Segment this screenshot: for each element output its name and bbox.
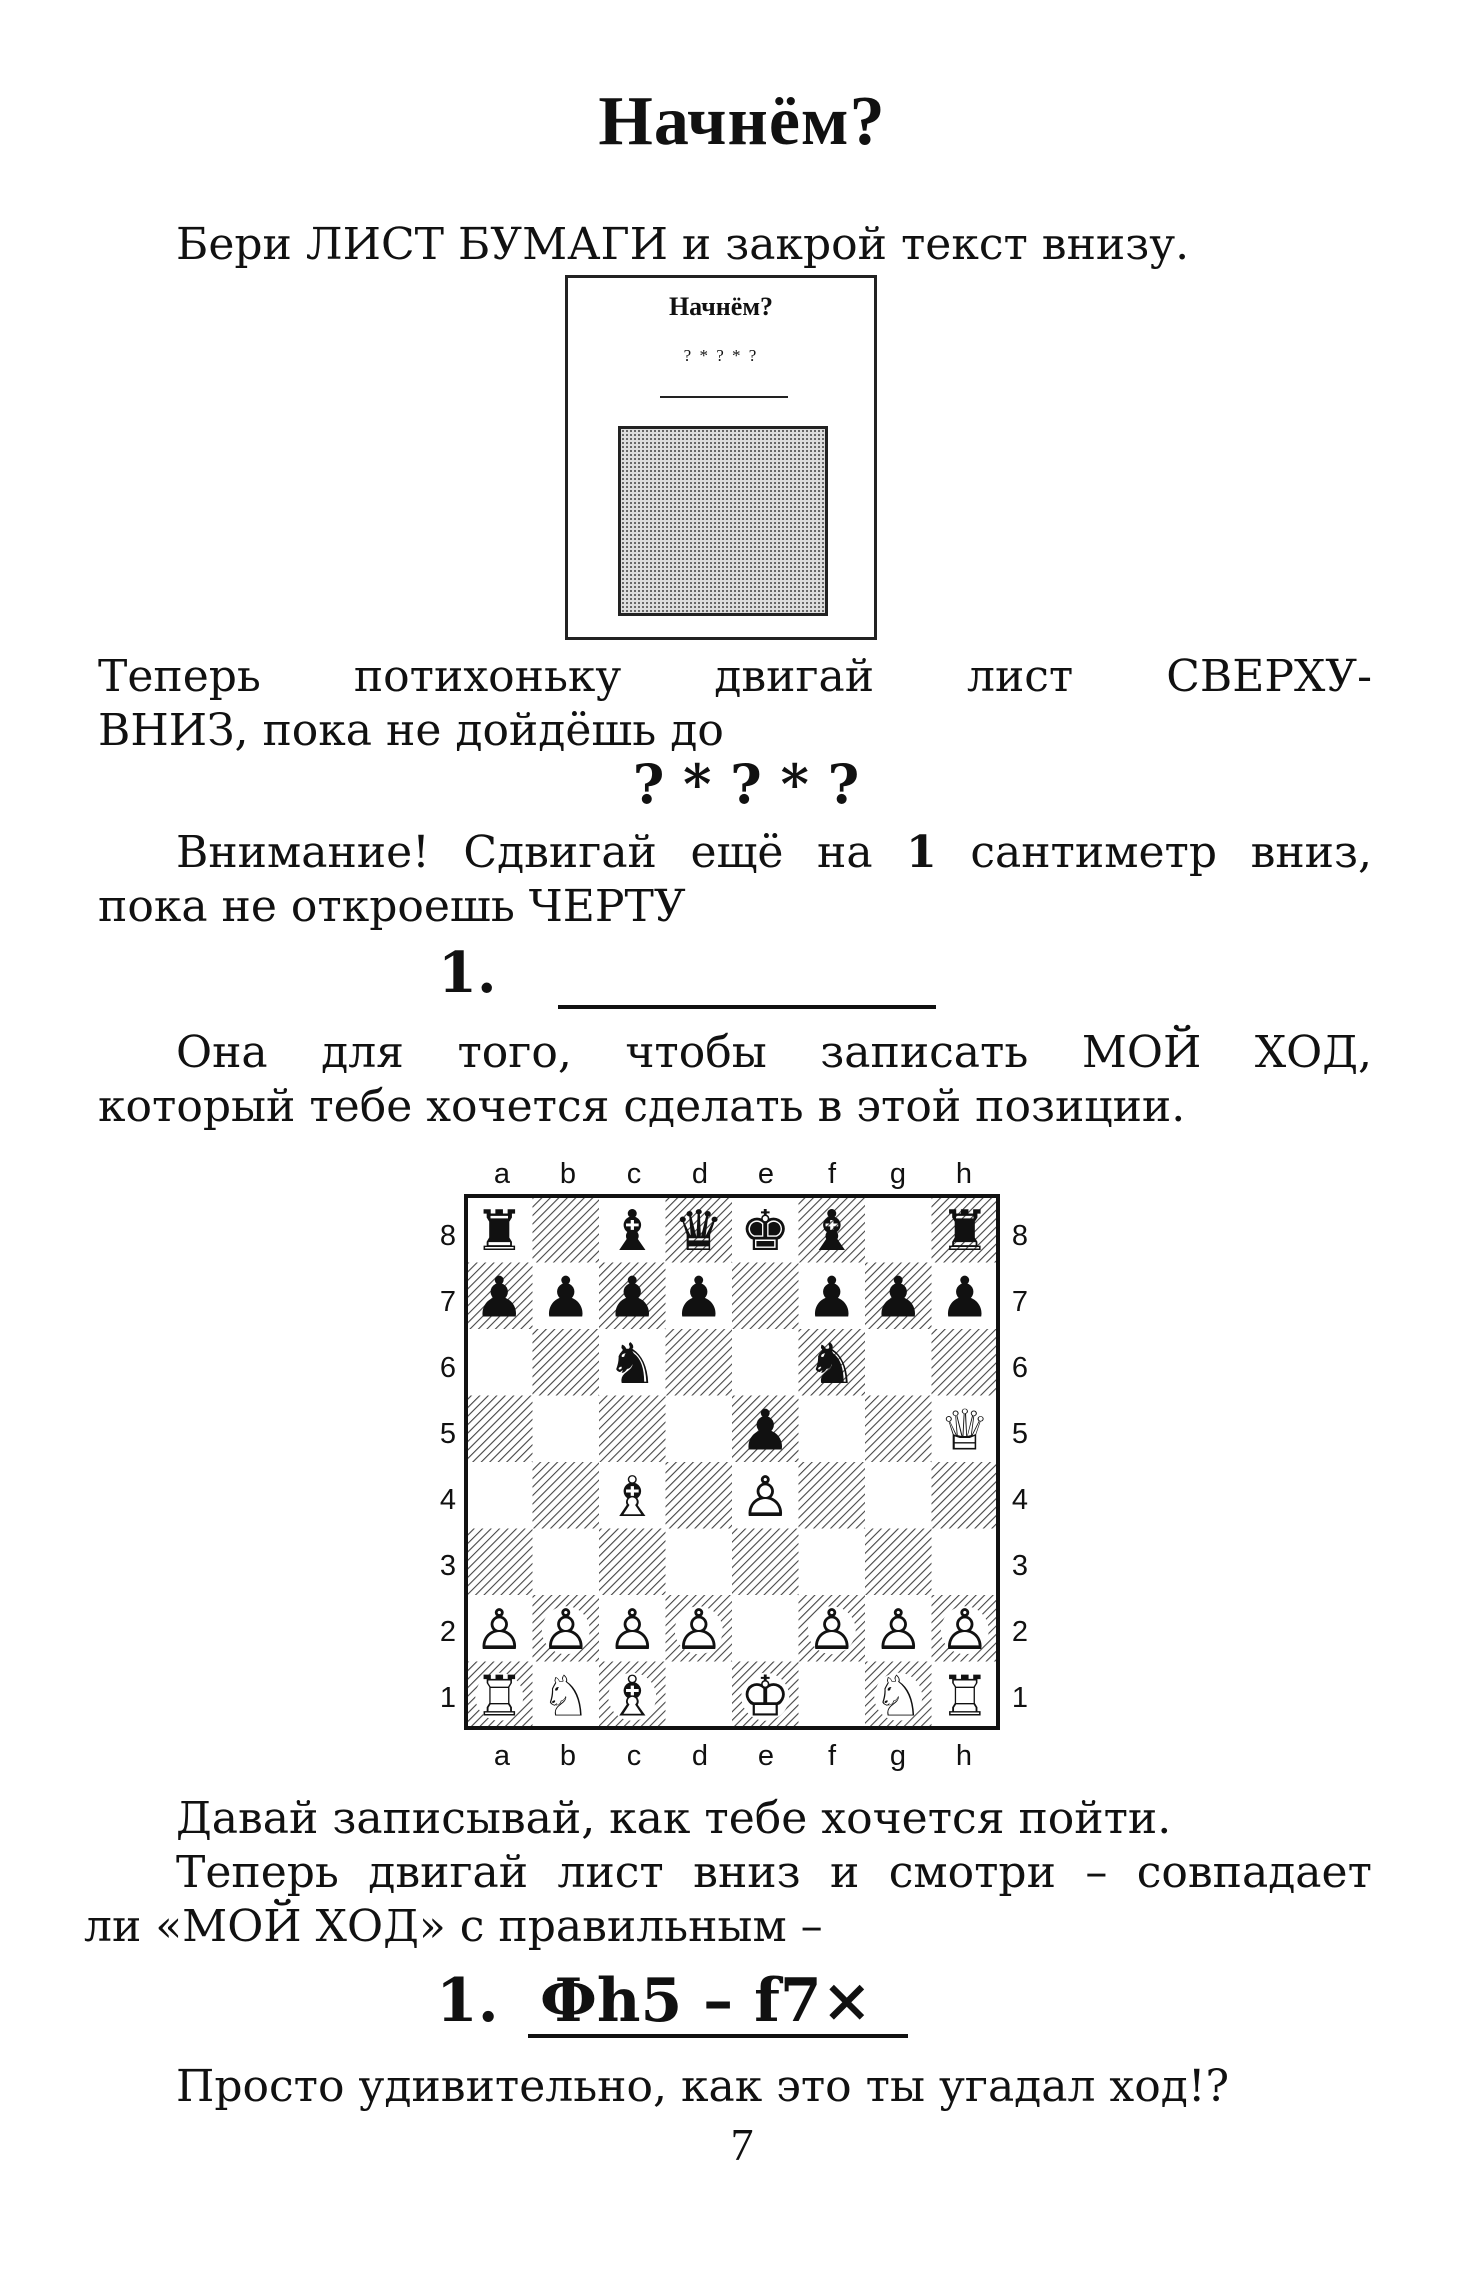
illustration-shaded-box <box>618 426 828 616</box>
question-marks-line: ? * ? * ? <box>632 752 860 816</box>
square-d3 <box>666 1529 733 1596</box>
rank-label-1-right: 1 <box>1011 1682 1029 1714</box>
square-b5 <box>533 1396 600 1463</box>
answer-move-number: 1. <box>436 1966 499 2036</box>
black-bishop-c8: ♝ <box>607 1198 658 1264</box>
white-rook-h1: ♖ <box>939 1664 990 1730</box>
black-pawn-f7: ♟ <box>806 1265 857 1331</box>
square-f5 <box>799 1396 866 1463</box>
chessboard <box>462 1192 1002 1732</box>
illustration-title: Начнём? <box>668 292 774 321</box>
white-king-e1: ♔ <box>740 1664 791 1730</box>
black-king-e8: ♚ <box>740 1198 791 1264</box>
file-label-d-bottom: d <box>691 1740 709 1772</box>
black-pawn-c7: ♟ <box>607 1265 658 1331</box>
rank-label-6-left: 6 <box>439 1352 457 1384</box>
rank-label-8-right: 8 <box>1011 1220 1029 1252</box>
square-b8 <box>533 1196 600 1263</box>
instruction-cover-text: Бери ЛИСТ БУМАГИ и закрой текст внизу. <box>176 219 1190 270</box>
square-d4 <box>666 1462 733 1529</box>
explanation-text-line1: Она для того, чтобы записать МОЙ ХОД, <box>176 1027 1372 1078</box>
rank-label-3-right: 3 <box>1011 1550 1029 1582</box>
page-number: 7 <box>730 2119 754 2170</box>
rank-label-4-right: 4 <box>1011 1484 1029 1516</box>
rank-label-2-left: 2 <box>439 1616 457 1648</box>
rank-label-3-left: 3 <box>439 1550 457 1582</box>
white-pawn-b2: ♙ <box>540 1597 591 1663</box>
white-pawn-d2: ♙ <box>673 1597 724 1663</box>
file-label-h-bottom: h <box>955 1740 973 1772</box>
white-pawn-g2: ♙ <box>873 1597 924 1663</box>
white-bishop-c4: ♗ <box>607 1464 658 1530</box>
closing-text: Просто удивительно, как это ты угадал ход!? <box>176 2061 1230 2112</box>
white-knight-g1: ♘ <box>873 1664 924 1730</box>
white-pawn-a2: ♙ <box>474 1597 525 1663</box>
file-label-a-bottom: a <box>493 1740 511 1772</box>
explanation-text-line2: который тебе хочется сделать в этой позиции. <box>98 1081 1186 1132</box>
compare-text-line1: Теперь двигай лист вниз и смотри – совпадает <box>176 1847 1372 1898</box>
write-move-text: Давай записывай, как тебе хочется пойти. <box>176 1793 1172 1844</box>
file-label-b-top: b <box>559 1158 577 1190</box>
illustration-marks: ? * ? * ? <box>683 346 759 365</box>
black-pawn-g7: ♟ <box>873 1265 924 1331</box>
file-label-g-bottom: g <box>889 1740 907 1772</box>
black-pawn-a7: ♟ <box>474 1265 525 1331</box>
file-label-e-bottom: e <box>757 1740 775 1772</box>
square-c3 <box>599 1529 666 1596</box>
rank-label-6-right: 6 <box>1011 1352 1029 1384</box>
square-b6 <box>533 1329 600 1396</box>
square-h3 <box>932 1529 999 1596</box>
black-queen-d8: ♛ <box>673 1198 724 1264</box>
file-label-e-top: e <box>757 1158 775 1190</box>
page-title: Начнём? <box>598 83 886 160</box>
square-b3 <box>533 1529 600 1596</box>
attention-text-line1: Внимание! Сдвигай ещё на 1 сантиметр вниз, <box>176 827 1372 878</box>
square-d1 <box>666 1662 733 1729</box>
file-label-f-top: f <box>827 1158 837 1190</box>
square-e2 <box>732 1595 799 1662</box>
white-pawn-h2: ♙ <box>939 1597 990 1663</box>
black-rook-a8: ♜ <box>474 1198 525 1264</box>
square-b4 <box>533 1462 600 1529</box>
square-e7 <box>732 1263 799 1330</box>
answer-move: Фh5 – f7× <box>540 1966 872 2036</box>
black-knight-c6: ♞ <box>607 1331 658 1397</box>
rank-label-7-right: 7 <box>1011 1286 1029 1318</box>
white-pawn-e4: ♙ <box>740 1464 791 1530</box>
square-f4 <box>799 1462 866 1529</box>
square-e6 <box>732 1329 799 1396</box>
move-sheet-text-line2: ВНИЗ, пока не дойдёшь до <box>98 705 724 756</box>
paper-sheet-illustration <box>565 275 877 640</box>
compare-text-line2: ли «МОЙ ХОД» с правильным – <box>84 1901 823 1952</box>
black-pawn-b7: ♟ <box>540 1265 591 1331</box>
file-label-c-bottom: c <box>626 1740 642 1772</box>
illustration-underline <box>660 396 788 398</box>
black-pawn-e5: ♟ <box>740 1398 791 1464</box>
rank-label-5-right: 5 <box>1011 1418 1029 1450</box>
square-g4 <box>865 1462 932 1529</box>
white-knight-b1: ♘ <box>540 1664 591 1730</box>
answer-underline <box>528 2034 908 2038</box>
attention-text-line2: пока не откроешь ЧЕРТУ <box>98 881 686 932</box>
square-g5 <box>865 1396 932 1463</box>
white-pawn-f2: ♙ <box>806 1597 857 1663</box>
rank-label-1-left: 1 <box>439 1682 457 1714</box>
white-rook-a1: ♖ <box>474 1664 525 1730</box>
rank-label-2-right: 2 <box>1011 1616 1029 1648</box>
move-sheet-text-line1: Теперь потихоньку двигай лист СВЕРХУ- <box>98 651 1372 702</box>
square-d5 <box>666 1396 733 1463</box>
square-d6 <box>666 1329 733 1396</box>
square-c5 <box>599 1396 666 1463</box>
file-label-a-top: a <box>493 1158 511 1190</box>
white-pawn-c2: ♙ <box>607 1597 658 1663</box>
black-pawn-h7: ♟ <box>939 1265 990 1331</box>
file-label-g-top: g <box>889 1158 907 1190</box>
square-g8 <box>865 1196 932 1263</box>
file-label-h-top: h <box>955 1158 973 1190</box>
square-g3 <box>865 1529 932 1596</box>
square-f1 <box>799 1662 866 1729</box>
black-knight-f6: ♞ <box>806 1331 857 1397</box>
square-h4 <box>932 1462 999 1529</box>
square-f3 <box>799 1529 866 1596</box>
black-pawn-d7: ♟ <box>673 1265 724 1331</box>
rank-label-4-left: 4 <box>439 1484 457 1516</box>
white-bishop-c1: ♗ <box>607 1664 658 1730</box>
rank-label-8-left: 8 <box>439 1220 457 1252</box>
file-label-d-top: d <box>691 1158 709 1190</box>
black-rook-h8: ♜ <box>939 1198 990 1264</box>
square-g6 <box>865 1329 932 1396</box>
square-h6 <box>932 1329 999 1396</box>
black-bishop-f8: ♝ <box>806 1198 857 1264</box>
file-label-c-top: c <box>626 1158 642 1190</box>
answer-blank-line <box>558 1005 936 1009</box>
chess-diagram <box>462 1192 1002 1732</box>
rank-label-7-left: 7 <box>439 1286 457 1318</box>
file-label-b-bottom: b <box>559 1740 577 1772</box>
file-label-f-bottom: f <box>827 1740 837 1772</box>
rank-label-5-left: 5 <box>439 1418 457 1450</box>
move-number: 1. <box>438 940 497 1006</box>
square-e3 <box>732 1529 799 1596</box>
white-queen-h5: ♕ <box>939 1398 990 1464</box>
